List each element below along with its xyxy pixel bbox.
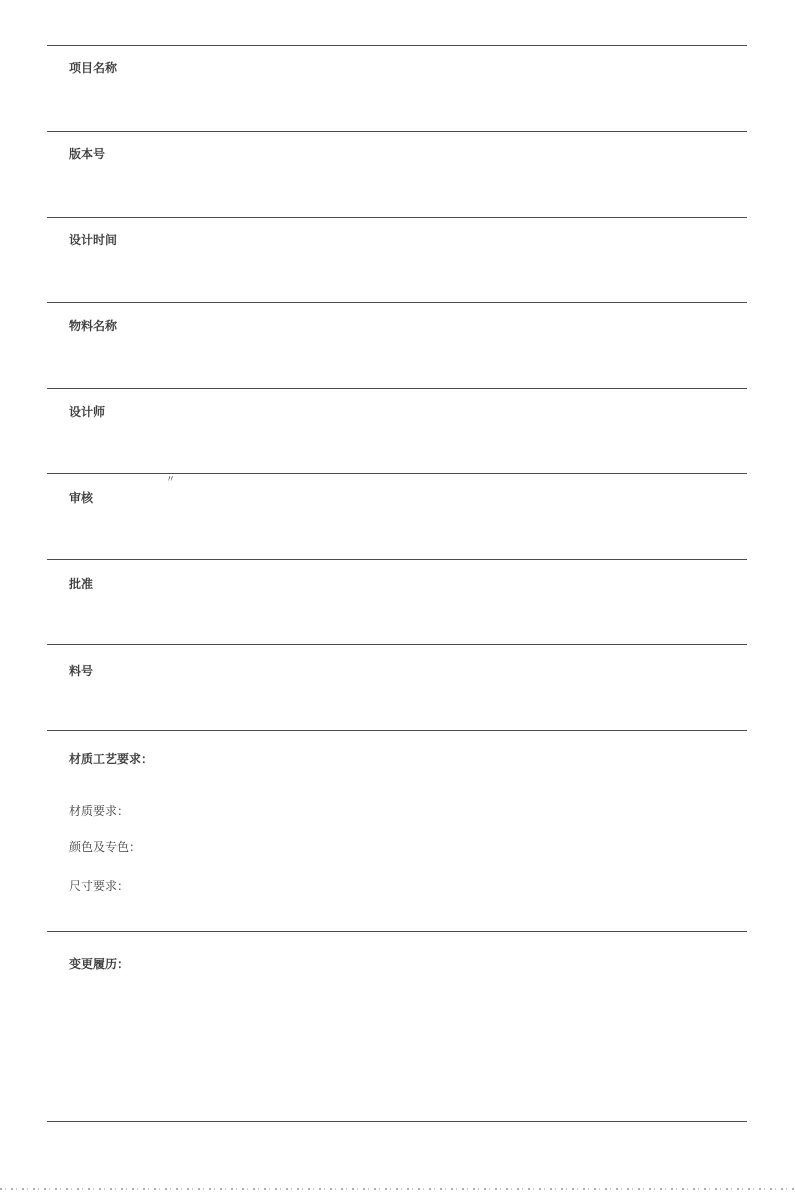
divider-line [47, 217, 747, 218]
project-name-label: 项目名称 [69, 61, 118, 75]
page-edge-noise [0, 1188, 795, 1190]
size-requirement-label: 尺寸要求： [69, 879, 130, 893]
divider-line [47, 45, 747, 46]
color-requirement-label: 颜色及专色： [69, 840, 142, 854]
divider-line [47, 730, 747, 731]
stray-mark-icon: 〃 [166, 475, 176, 485]
divider-line [47, 131, 747, 132]
divider-line [47, 1121, 747, 1122]
change-history-heading: 变更履历： [69, 957, 130, 971]
divider-line [47, 473, 747, 474]
part-number-label: 料号 [69, 664, 94, 678]
approve-label: 批准 [69, 577, 94, 591]
version-label: 版本号 [69, 147, 106, 161]
material-requirement-label: 材质要求： [69, 804, 130, 818]
requirements-heading: 材质工艺要求： [69, 752, 154, 766]
designer-label: 设计师 [69, 405, 106, 419]
divider-line [47, 559, 747, 560]
divider-line [47, 302, 747, 303]
divider-line [47, 388, 747, 389]
review-label: 审核 [69, 491, 94, 505]
material-name-label: 物料名称 [69, 319, 118, 333]
design-time-label: 设计时间 [69, 233, 118, 247]
divider-line [47, 931, 747, 932]
divider-line [47, 644, 747, 645]
